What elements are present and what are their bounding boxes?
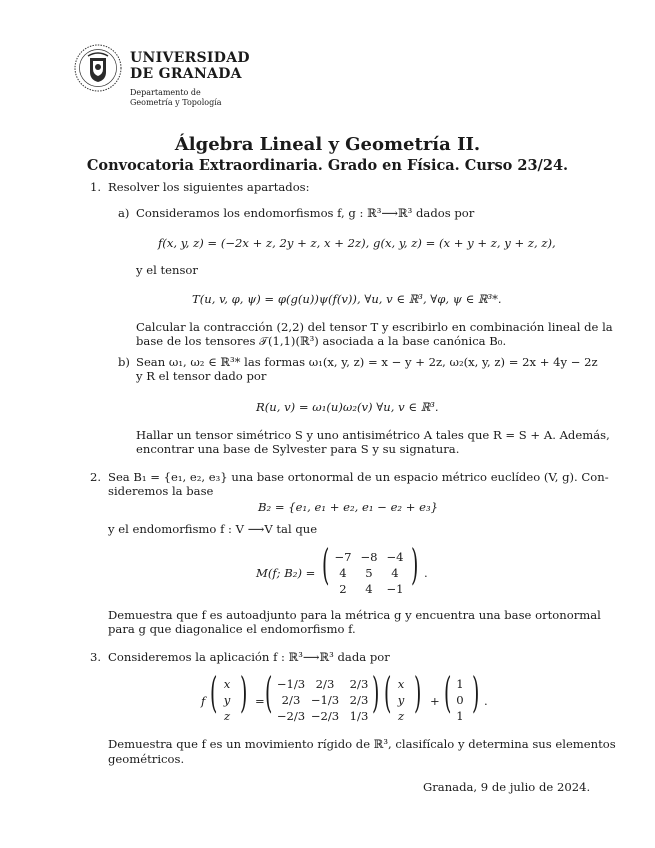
q3-matrix-cell: 2/3 bbox=[315, 677, 335, 691]
q2-line2: sideremos la base bbox=[108, 484, 214, 498]
q3-var2-cell: y bbox=[397, 693, 405, 707]
q2-matrix-cell: 4 bbox=[339, 566, 347, 580]
q3-intro: Consideremos la aplicación f : ℝ³⟶ℝ³ dada por bbox=[108, 650, 390, 664]
q2-matrix-label: M(f; B₂) = bbox=[256, 566, 316, 580]
q1b-text-line2: y R el tensor dado por bbox=[136, 369, 267, 383]
department-line1: Departamento de bbox=[130, 88, 201, 97]
q3-matrix-cell: −2/3 bbox=[276, 709, 306, 723]
q3-plus: + bbox=[430, 694, 440, 708]
q3-matrix-cell: 2/3 bbox=[349, 693, 369, 707]
q1a-formula: f(x, y, z) = (−2x + z, 2y + z, x + 2z), g(x, y, z) = (x + y + z, y + z, z), bbox=[158, 236, 556, 250]
q3-matrix-cell: 2/3 bbox=[281, 693, 301, 707]
q3-var2-left-paren: ( bbox=[384, 668, 392, 717]
q1a-text: Consideramos los endomorfismos f, g : ℝ³⟶ℝ³ dados por bbox=[136, 206, 475, 220]
q2-matrix-cell: −8 bbox=[360, 550, 378, 564]
q3-equals: = bbox=[255, 694, 265, 708]
q2-matrix-left-paren: ( bbox=[322, 540, 330, 589]
q1b-text-line1: Sean ω₁, ω₂ ∈ ℝ³* las formas ω₁(x, y, z) = x − y + 2z, ω₂(x, y, z) = 2x + 4y − 2z bbox=[136, 355, 598, 369]
department-line2: Geometría y Topología bbox=[130, 97, 222, 107]
q2-number: 2. bbox=[90, 470, 102, 484]
department-name bbox=[130, 88, 222, 107]
q2-basis: B₂ = {e₁, e₁ + e₂, e₁ − e₂ + e₃} bbox=[258, 500, 439, 514]
q3-var-cell: x bbox=[223, 677, 231, 691]
place-date: Granada, 9 de julio de 2024. bbox=[423, 780, 591, 794]
q3-trans-cell: 1 bbox=[456, 677, 464, 691]
q1b-formula: R(u, v) = ω₁(u)ω₂(v) ∀u, v ∈ ℝ³. bbox=[256, 400, 439, 414]
q2-endo-intro: y el endomorfismo f : V ⟶V tal que bbox=[108, 522, 318, 536]
q3-matrix-cell: −1/3 bbox=[276, 677, 306, 691]
q2-matrix-cell: 4 bbox=[365, 582, 373, 596]
university-name bbox=[130, 50, 250, 82]
q1a-tensor-intro: y el tensor bbox=[136, 263, 198, 277]
q3-matrix-cell: −2/3 bbox=[310, 709, 340, 723]
q1b-label: b) bbox=[118, 355, 130, 369]
university-name-line1: UNIVERSIDAD bbox=[130, 50, 250, 66]
exam-title: Álgebra Lineal y Geometría II. bbox=[174, 134, 481, 155]
q3-end: . bbox=[484, 694, 488, 708]
q1a-label: a) bbox=[118, 206, 130, 220]
q2-matrix-cell: 5 bbox=[365, 566, 373, 580]
q2-matrix-cell: −1 bbox=[386, 582, 404, 596]
q3-trans-left-paren: ( bbox=[444, 668, 452, 717]
q3-task-line1: Demuestra que f es un movimiento rígido de ℝ³, clasifícalo y determina sus elementos bbox=[108, 737, 616, 751]
q2-matrix-right-paren: ) bbox=[411, 540, 419, 589]
q3-var-cell: z bbox=[223, 709, 231, 723]
q3-trans-right-paren: ) bbox=[472, 668, 480, 717]
q3-var-cell: y bbox=[223, 693, 231, 707]
q3-number: 3. bbox=[90, 650, 102, 664]
q1b-task-line1: Hallar un tensor simétrico S y uno antisimétrico A tales que R = S + A. Además, bbox=[136, 428, 610, 442]
q3-var2-right-paren: ) bbox=[414, 668, 422, 717]
q3-f-label: f bbox=[201, 694, 206, 708]
q2-matrix-cell: −7 bbox=[334, 550, 352, 564]
q1b-task-line2: encontrar una base de Sylvester para S y su signatura. bbox=[136, 442, 460, 456]
q1a-task-line1: Calcular la contracción (2,2) del tensor T y escribirlo en combinación lineal de la bbox=[136, 320, 613, 334]
q3-matrix-cell: 2/3 bbox=[349, 677, 369, 691]
university-name-line2: DE GRANADA bbox=[130, 66, 242, 82]
q3-matrix-cell: 1/3 bbox=[349, 709, 369, 723]
q3-var2-cell: z bbox=[397, 709, 405, 723]
q2-matrix-end: . bbox=[424, 566, 428, 580]
q1-intro: Resolver los siguientes apartados: bbox=[108, 180, 310, 194]
q3-matrix-left-paren: ( bbox=[265, 668, 273, 717]
q3-var2-cell: x bbox=[397, 677, 405, 691]
q3-var-left-paren: ( bbox=[210, 668, 218, 717]
q3-matrix-cell: −1/3 bbox=[310, 693, 340, 707]
q3-matrix-right-paren: ) bbox=[372, 668, 380, 717]
q3-trans-cell: 1 bbox=[456, 709, 464, 723]
exam-subtitle: Convocatoria Extraordinaria. Grado en Física. Curso 23/24. bbox=[86, 157, 569, 174]
q2-matrix-cell: 4 bbox=[391, 566, 399, 580]
q2-task-line2: para g que diagonalice el endomorfismo f. bbox=[108, 622, 356, 636]
q2-matrix-cell: 2 bbox=[339, 582, 347, 596]
q2-matrix-cell: −4 bbox=[386, 550, 404, 564]
q3-var-right-paren: ) bbox=[240, 668, 248, 717]
q1a-tensor-formula: T(u, v, φ, ψ) = φ(g(u))ψ(f(v)), ∀u, v ∈ ℝ³, ∀φ, ψ ∈ ℝ³*. bbox=[192, 292, 502, 306]
q2-line1: Sea B₁ = {e₁, e₂, e₃} una base ortonormal de un espacio métrico euclídeo (V, g). Con- bbox=[108, 470, 609, 484]
q2-task-line1: Demuestra que f es autoadjunto para la métrica g y encuentra una base ortonormal bbox=[108, 608, 601, 622]
q3-task-line2: geométricos. bbox=[108, 752, 185, 766]
q3-trans-cell: 0 bbox=[456, 693, 464, 707]
university-seal-logo bbox=[74, 44, 122, 92]
q1a-task-line2: base de los tensores 𝒯(1,1)(ℝ³) asociada a la base canónica B₀. bbox=[136, 334, 507, 348]
q1-number: 1. bbox=[90, 180, 102, 194]
